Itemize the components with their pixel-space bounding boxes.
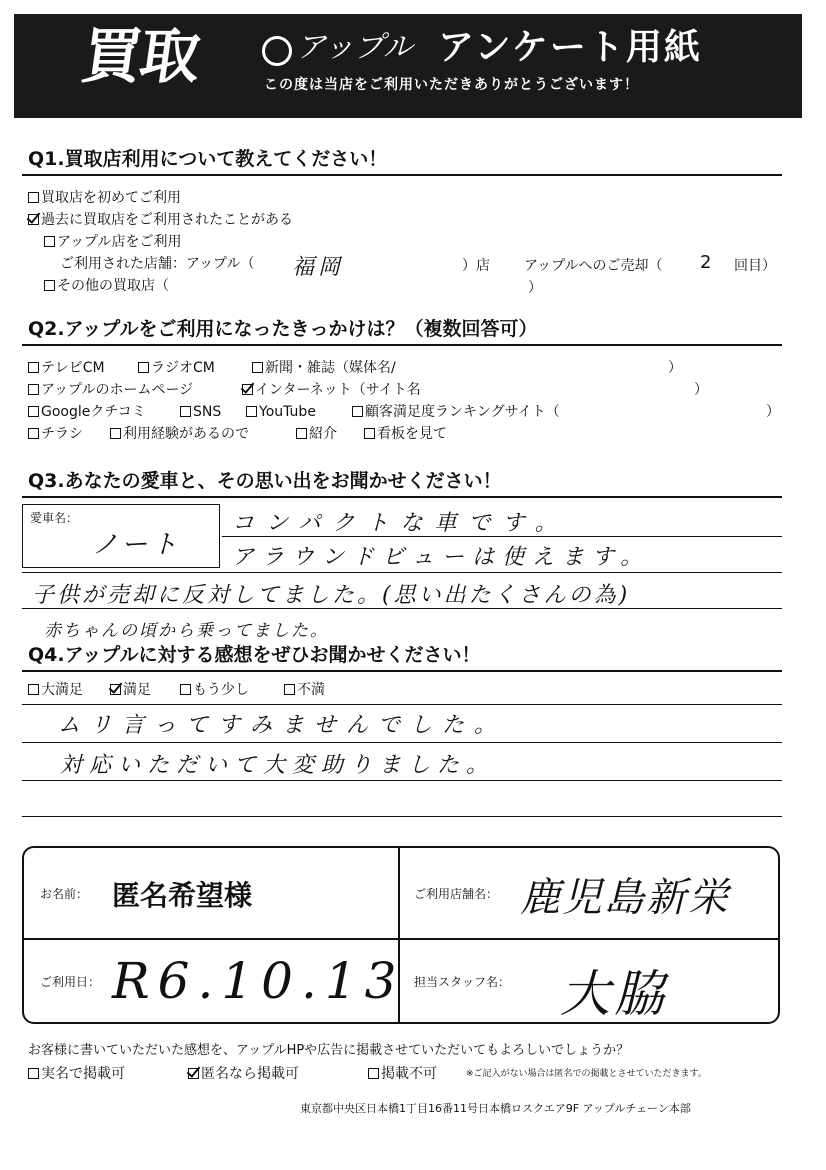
checkbox-icon[interactable] xyxy=(28,192,39,203)
date-value[interactable]: R6.10.13 xyxy=(112,952,405,1010)
q4-option-satisfied-label: 満足 xyxy=(123,682,151,698)
q3-rule-2 xyxy=(22,572,782,573)
q2-option-ranking-label: 顧客満足度ランキングサイト（ xyxy=(365,404,560,420)
store-label: ご利用店舗名： xyxy=(414,887,499,901)
q1-sales-value: 2 xyxy=(700,252,712,273)
q1-option-apple[interactable] xyxy=(44,232,181,252)
q1-option-other-label: その他の買取店（ xyxy=(57,278,169,294)
checkbox-icon[interactable] xyxy=(252,362,263,373)
consent-real-name-label: 実名で掲載可 xyxy=(41,1066,125,1082)
kaitori-logo: 買取 xyxy=(77,22,203,92)
consent-question: お客様に書いていただいた感想を、アップルHPや広告に掲載させていただいてもよろしいでしょうか？ xyxy=(28,1043,630,1058)
checkbox-icon[interactable] xyxy=(28,406,39,417)
q3-underline xyxy=(22,496,782,498)
q2-option-radiocm-label: ラジオCM xyxy=(151,360,215,376)
name-label: お名前： xyxy=(40,887,89,901)
q1-heading: Q1.買取店利用について教えてください！ xyxy=(28,148,388,170)
q3-memory-line4[interactable]: 赤ちゃんの頃から乗ってました。 xyxy=(44,621,329,641)
checkbox-icon[interactable] xyxy=(28,362,39,373)
q4-comment-line1[interactable]: ムリ言ってすみませんでした。 xyxy=(58,713,507,738)
q1-option-first-label: 買取店を初めてご利用 xyxy=(41,190,181,206)
q1-option-apple-label: アップル店をご利用 xyxy=(57,234,182,250)
q2-option-experience-label: 利用経験があるので xyxy=(123,426,249,442)
info-table-hdivider xyxy=(22,938,780,940)
q2-option-experience[interactable] xyxy=(110,424,249,444)
q4-heading: Q4.アップルに対する感想をぜひお聞かせください！ xyxy=(28,644,481,666)
q1-store-value: 福岡 xyxy=(292,255,345,280)
q4-option-somewhat[interactable] xyxy=(180,680,249,700)
q2-option-youtube-label: YouTube xyxy=(259,404,316,420)
staff-value[interactable]: 大脇 xyxy=(560,965,668,1023)
q2-option-google[interactable] xyxy=(28,402,146,422)
q2-option-sns[interactable] xyxy=(180,402,221,422)
checkbox-icon[interactable] xyxy=(364,428,375,439)
sheet-subtitle: この度は当店をご利用いただきありがとうございます！ xyxy=(264,77,639,93)
q4-option-satisfied[interactable] xyxy=(110,680,151,700)
q1-option-other[interactable] xyxy=(44,276,169,296)
checkbox-icon[interactable] xyxy=(28,1068,39,1079)
checkbox-icon[interactable] xyxy=(284,684,295,695)
checkbox-icon[interactable] xyxy=(28,428,39,439)
q4-underline xyxy=(22,670,782,672)
brand-name: アップル xyxy=(296,30,413,65)
q2-option-flyer[interactable] xyxy=(28,424,83,444)
q2-option-tvcm[interactable] xyxy=(28,358,105,378)
consent-anonymous-label: 匿名なら掲載可 xyxy=(201,1066,299,1082)
q4-option-unsatisfied-label: 不満 xyxy=(297,682,325,698)
q2-option-google-label: Googleクチコミ xyxy=(41,404,146,420)
q1-store-suffix: ）店 xyxy=(462,258,490,274)
date-label: ご利用日： xyxy=(40,975,101,989)
q2-option-youtube[interactable] xyxy=(246,402,316,422)
consent-not-allowed-label: 掲載不可 xyxy=(381,1066,437,1082)
q1-option-past[interactable] xyxy=(28,210,293,230)
staff-label: 担当スタッフ名： xyxy=(414,975,511,989)
car-name-value[interactable]: ノート xyxy=(92,530,182,560)
q3-memory-line2[interactable]: アラウンドビューは使えます。 xyxy=(232,545,651,570)
checkbox-icon[interactable] xyxy=(44,236,55,247)
q3-heading: Q3.あなたの愛車と、その思い出をお聞かせください！ xyxy=(28,470,502,492)
q1-option-past-label: 過去に買取店をご利用されたことがある xyxy=(41,212,293,228)
q2-option-homepage[interactable] xyxy=(28,380,193,400)
car-name-label: 愛車名： xyxy=(30,511,79,525)
checkbox-checked-icon[interactable] xyxy=(242,384,253,395)
q2-option-referral-label: 紹介 xyxy=(309,426,337,442)
q4-option-unsatisfied[interactable] xyxy=(284,680,325,700)
checkbox-icon[interactable] xyxy=(44,280,55,291)
checkbox-icon[interactable] xyxy=(368,1068,379,1079)
name-value[interactable]: 匿名希望様 xyxy=(112,879,253,912)
q1-sales-label: アップルへのご売却（ xyxy=(524,258,663,274)
q2-underline xyxy=(22,344,782,346)
q2-option-flyer-label: チラシ xyxy=(41,426,83,442)
checkbox-checked-icon[interactable] xyxy=(28,214,39,225)
checkbox-icon[interactable] xyxy=(246,406,257,417)
q2-option-sns-label: SNS xyxy=(193,404,222,420)
q2-option-signboard-label: 看板を見て xyxy=(377,426,447,442)
consent-anonymous[interactable] xyxy=(188,1064,299,1084)
q2-ranking-close: ） xyxy=(766,404,780,420)
consent-note: ※ご記入がない場合は匿名での掲載とさせていただきます。 xyxy=(466,1069,707,1079)
consent-real-name[interactable] xyxy=(28,1064,125,1084)
q1-store-label: ご利用された店舗：アップル（ xyxy=(60,256,255,272)
q1-option-first[interactable] xyxy=(28,188,181,208)
q2-option-referral[interactable] xyxy=(296,424,337,444)
checkbox-checked-icon[interactable] xyxy=(188,1068,199,1079)
q2-option-ranking[interactable] xyxy=(352,402,560,422)
q4-rule-3 xyxy=(22,816,782,817)
checkbox-icon[interactable] xyxy=(28,684,39,695)
q1-sales-suffix: 回目） xyxy=(734,258,776,274)
checkbox-icon[interactable] xyxy=(180,684,191,695)
q2-option-radiocm[interactable] xyxy=(138,358,215,378)
q2-option-news[interactable] xyxy=(252,358,396,378)
checkbox-icon[interactable] xyxy=(296,428,307,439)
q2-option-homepage-label: アップルのホームページ xyxy=(41,382,194,398)
q2-option-news-label: 新聞・雑誌（媒体名/ xyxy=(265,360,396,376)
q1-other-close: ） xyxy=(528,280,542,296)
checkbox-icon[interactable] xyxy=(110,428,121,439)
q3-memory-line1[interactable]: コンパクトな車です。 xyxy=(232,511,569,536)
footer-address: 東京都中央区日本橋1丁目16番11号日本橋ロスクエア9F アップルチェーン本部 xyxy=(300,1102,691,1115)
q4-rule-2 xyxy=(22,780,782,781)
q4-rule-1 xyxy=(22,742,782,743)
store-value[interactable]: 鹿児島新栄 xyxy=(520,875,730,921)
q1-underline xyxy=(22,174,782,176)
q2-internet-close: ） xyxy=(694,382,708,398)
checkbox-icon[interactable] xyxy=(138,362,149,373)
sheet-title: アンケート用紙 xyxy=(438,27,702,68)
checkbox-icon[interactable] xyxy=(352,406,363,417)
checkbox-checked-icon[interactable] xyxy=(110,684,121,695)
q2-option-internet-label: インターネット（サイト名 xyxy=(255,382,421,398)
q2-news-close: ） xyxy=(668,360,682,376)
q2-heading: Q2.アップルをご利用になったきっかけは？（複数回答可） xyxy=(28,318,538,340)
q2-option-signboard[interactable] xyxy=(364,424,447,444)
q4-comment-line2[interactable]: 対応いただいて大変助りました。 xyxy=(60,753,496,778)
q2-option-internet[interactable] xyxy=(242,380,421,400)
q2-option-tvcm-label: テレビCM xyxy=(41,360,105,376)
checkbox-icon[interactable] xyxy=(180,406,191,417)
q4-option-somewhat-label: もう少し xyxy=(193,682,249,698)
checkbox-icon[interactable] xyxy=(28,384,39,395)
consent-not-allowed[interactable] xyxy=(368,1064,437,1084)
q3-memory-line3[interactable]: 子供が売却に反対してました。(思い出たくさんの為) xyxy=(32,583,631,608)
q4-option-very-satisfied[interactable] xyxy=(28,680,83,700)
brand-mark-icon xyxy=(262,36,292,66)
q3-rule-3 xyxy=(22,608,782,609)
q4-option-very-satisfied-label: 大満足 xyxy=(41,682,83,698)
q3-rule-1 xyxy=(222,536,782,537)
q4-rule-0 xyxy=(22,704,782,705)
